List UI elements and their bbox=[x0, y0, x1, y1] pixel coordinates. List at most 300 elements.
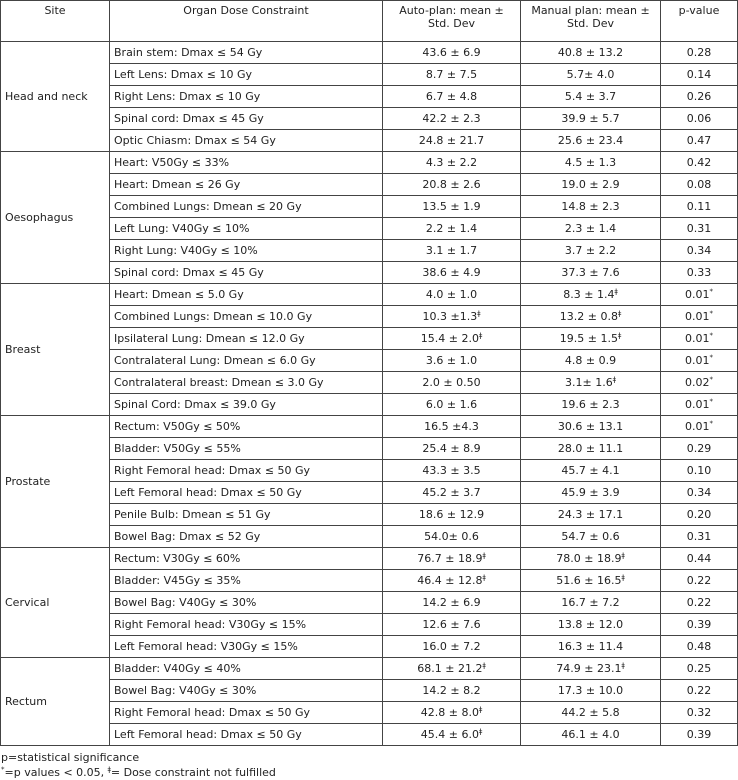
manual-plan-cell-value: 78.0 ± 18.9 bbox=[556, 552, 622, 565]
manual-plan-cell-value: 4.8 ± 0.9 bbox=[564, 354, 617, 367]
auto-plan-cell-value: 14.2 ± 6.9 bbox=[422, 596, 481, 609]
manual-plan-cell bbox=[521, 284, 661, 306]
auto-plan-cell-value: 43.3 ± 3.5 bbox=[422, 464, 481, 477]
table-row bbox=[1, 350, 738, 372]
p-value-cell-value: 0.48 bbox=[686, 640, 712, 653]
p-value-cell-value: 0.01 bbox=[685, 398, 710, 411]
organ-constraint-cell bbox=[110, 350, 383, 372]
table-row bbox=[1, 482, 738, 504]
table-row bbox=[1, 548, 738, 570]
auto-plan-cell bbox=[383, 350, 521, 372]
p-value-cell bbox=[661, 438, 738, 460]
p-value-cell-value: 0.26 bbox=[686, 90, 712, 103]
organ-constraint-cell bbox=[110, 724, 383, 746]
manual-plan-cell bbox=[521, 218, 661, 240]
p-value-cell bbox=[661, 482, 738, 504]
table-row bbox=[1, 306, 738, 328]
organ-constraint-cell bbox=[110, 86, 383, 108]
auto-plan-cell bbox=[383, 86, 521, 108]
marker: ǂ bbox=[617, 309, 622, 318]
manual-plan-cell bbox=[521, 526, 661, 548]
manual-plan-cell bbox=[521, 64, 661, 86]
auto-plan-cell bbox=[383, 328, 521, 350]
p-value-cell bbox=[661, 460, 738, 482]
marker: ǂ bbox=[614, 287, 618, 296]
auto-plan-cell bbox=[383, 262, 521, 284]
manual-plan-cell bbox=[521, 372, 661, 394]
p-value-cell-value: 0.34 bbox=[686, 486, 712, 499]
manual-plan-cell-value: 19.5 ± 1.5 bbox=[559, 332, 618, 345]
p-value-cell-value: 0.01 bbox=[685, 310, 710, 323]
manual-plan-cell-value: 40.8 ± 13.2 bbox=[557, 46, 624, 59]
auto-plan-cell-value: 68.1 ± 21.2 bbox=[417, 662, 483, 675]
auto-plan-cell-value: 42.8 ± 8.0 bbox=[420, 706, 479, 719]
manual-plan-cell bbox=[521, 262, 661, 284]
manual-plan-cell bbox=[521, 548, 661, 570]
table-row bbox=[1, 702, 738, 724]
marker: ǂ bbox=[621, 661, 625, 670]
p-value-cell bbox=[661, 394, 738, 416]
manual-plan-cell-value: 19.6 ± 2.3 bbox=[561, 398, 620, 411]
organ-constraint-cell-value: Bladder: V40Gy ≤ 40% bbox=[114, 662, 241, 675]
auto-plan-cell-value: 4.3 ± 2.2 bbox=[425, 156, 478, 169]
organ-constraint-cell-value: Bladder: V50Gy ≤ 55% bbox=[114, 442, 241, 455]
p-value-cell bbox=[661, 702, 738, 724]
auto-plan-cell bbox=[383, 174, 521, 196]
manual-plan-cell bbox=[521, 724, 661, 746]
p-value-cell-value: 0.34 bbox=[686, 244, 712, 257]
p-value-cell-value: 0.06 bbox=[686, 112, 712, 125]
manual-plan-cell-value: 30.6 ± 13.1 bbox=[557, 420, 624, 433]
manual-plan-cell-value: 5.4 ± 3.7 bbox=[564, 90, 617, 103]
p-value-cell-value: 0.01 bbox=[685, 354, 710, 367]
manual-plan-cell bbox=[521, 130, 661, 152]
footnote-significance: p=statistical significance bbox=[1, 751, 140, 764]
organ-constraint-cell-value: Left Lung: V40Gy ≤ 10% bbox=[114, 222, 250, 235]
organ-constraint-cell bbox=[110, 240, 383, 262]
p-value-cell-value: 0.33 bbox=[686, 266, 712, 279]
organ-constraint-cell-value: Right Femoral head: Dmax ≤ 50 Gy bbox=[114, 464, 311, 477]
p-value-cell bbox=[661, 86, 738, 108]
organ-constraint-cell-value: Right Femoral head: Dmax ≤ 50 Gy bbox=[114, 706, 311, 719]
marker: * bbox=[709, 287, 713, 296]
p-value-cell bbox=[661, 240, 738, 262]
marker: ǂ bbox=[621, 573, 625, 582]
auto-plan-cell-value: 3.6 ± 1.0 bbox=[425, 354, 478, 367]
p-value-cell bbox=[661, 548, 738, 570]
manual-plan-cell-value: 54.7 ± 0.6 bbox=[561, 530, 620, 543]
table-row bbox=[1, 262, 738, 284]
manual-plan-cell bbox=[521, 614, 661, 636]
table-row bbox=[1, 416, 738, 438]
auto-plan-cell bbox=[383, 570, 521, 592]
organ-constraint-cell bbox=[110, 680, 383, 702]
table-header bbox=[1, 1, 738, 42]
manual-plan-cell bbox=[521, 460, 661, 482]
organ-constraint-cell-value: Penile Bulb: Dmean ≤ 51 Gy bbox=[114, 508, 271, 521]
p-value-cell bbox=[661, 614, 738, 636]
auto-plan-cell bbox=[383, 130, 521, 152]
table-row bbox=[1, 108, 738, 130]
p-value-cell-value: 0.44 bbox=[686, 552, 712, 565]
auto-plan-cell bbox=[383, 218, 521, 240]
p-value-cell bbox=[661, 42, 738, 64]
auto-plan-cell-value: 45.2 ± 3.7 bbox=[422, 486, 481, 499]
marker: ǂ bbox=[621, 551, 625, 560]
manual-plan-cell bbox=[521, 438, 661, 460]
manual-plan-cell-value: 14.8 ± 2.3 bbox=[561, 200, 620, 213]
auto-plan-cell bbox=[383, 196, 521, 218]
organ-constraint-cell bbox=[110, 592, 383, 614]
auto-plan-cell-value: 13.5 ± 1.9 bbox=[422, 200, 481, 213]
site-cell: Rectum bbox=[1, 658, 110, 746]
marker: ǂ bbox=[482, 573, 486, 582]
organ-constraint-cell bbox=[110, 152, 383, 174]
organ-constraint-cell bbox=[110, 42, 383, 64]
manual-plan-cell bbox=[521, 504, 661, 526]
manual-plan-cell bbox=[521, 196, 661, 218]
organ-constraint-cell-value: Optic Chiasm: Dmax ≤ 54 Gy bbox=[114, 134, 276, 147]
manual-plan-cell bbox=[521, 350, 661, 372]
organ-constraint-cell-value: Heart: Dmean ≤ 5.0 Gy bbox=[114, 288, 244, 301]
p-value-cell-value: 0.01 bbox=[685, 420, 710, 433]
auto-plan-cell-value: 12.6 ± 7.6 bbox=[422, 618, 481, 631]
auto-plan-cell bbox=[383, 658, 521, 680]
manual-plan-cell-value: 46.1 ± 4.0 bbox=[561, 728, 620, 741]
manual-plan-cell bbox=[521, 108, 661, 130]
organ-constraint-cell-value: Bowel Bag: V40Gy ≤ 30% bbox=[114, 684, 257, 697]
auto-plan-cell bbox=[383, 482, 521, 504]
p-value-cell-value: 0.42 bbox=[686, 156, 712, 169]
manual-plan-cell bbox=[521, 636, 661, 658]
p-value-cell bbox=[661, 108, 738, 130]
manual-plan-cell-value: 3.7 ± 2.2 bbox=[564, 244, 617, 257]
manual-plan-cell-value: 28.0 ± 11.1 bbox=[557, 442, 624, 455]
auto-plan-cell-value: 46.4 ± 12.8 bbox=[417, 574, 483, 587]
organ-constraint-cell-value: Heart: V50Gy ≤ 33% bbox=[114, 156, 230, 169]
manual-plan-cell-value: 44.2 ± 5.8 bbox=[561, 706, 620, 719]
auto-plan-cell-value: 20.8 ± 2.6 bbox=[422, 178, 481, 191]
site-cell: Cervical bbox=[1, 548, 110, 658]
auto-plan-cell-value: 2.2 ± 1.4 bbox=[425, 222, 478, 235]
manual-plan-cell-value: 74.9 ± 23.1 bbox=[556, 662, 622, 675]
p-value-cell-value: 0.28 bbox=[686, 46, 712, 59]
manual-plan-cell bbox=[521, 152, 661, 174]
manual-plan-cell bbox=[521, 702, 661, 724]
marker: * bbox=[709, 309, 713, 318]
table-body bbox=[1, 42, 738, 746]
manual-plan-cell-value: 24.3 ± 17.1 bbox=[557, 508, 624, 521]
double-dagger-marker: ǂ bbox=[107, 765, 111, 774]
manual-plan-cell bbox=[521, 416, 661, 438]
p-value-cell-value: 0.31 bbox=[686, 530, 712, 543]
manual-plan-cell-value: 39.9 ± 5.7 bbox=[561, 112, 620, 125]
auto-plan-cell-value: 2.0 ± 0.50 bbox=[422, 376, 481, 389]
manual-plan-cell-value: 19.0 ± 2.9 bbox=[561, 178, 620, 191]
table-row bbox=[1, 438, 738, 460]
table-row bbox=[1, 504, 738, 526]
auto-plan-cell-value: 76.7 ± 18.9 bbox=[417, 552, 483, 565]
auto-plan-cell-value: 45.4 ± 6.0 bbox=[420, 728, 479, 741]
auto-plan-cell bbox=[383, 64, 521, 86]
p-value-cell bbox=[661, 570, 738, 592]
organ-constraint-cell bbox=[110, 526, 383, 548]
p-value-cell bbox=[661, 152, 738, 174]
marker: ǂ bbox=[478, 331, 483, 340]
organ-constraint-cell bbox=[110, 306, 383, 328]
p-value-cell-value: 0.01 bbox=[685, 332, 710, 345]
p-value-cell-value: 0.20 bbox=[686, 508, 712, 521]
site-cell: Oesophagus bbox=[1, 152, 110, 284]
manual-plan-cell-value: 5.7± 4.0 bbox=[566, 68, 615, 81]
manual-plan-cell bbox=[521, 42, 661, 64]
organ-constraint-cell-value: Left Femoral head: Dmax ≤ 50 Gy bbox=[114, 728, 302, 741]
auto-plan-cell bbox=[383, 438, 521, 460]
site-cell: Breast bbox=[1, 284, 110, 416]
footnote-markers bbox=[1, 765, 738, 780]
organ-constraint-cell-value: Right Lung: V40Gy ≤ 10% bbox=[114, 244, 258, 257]
organ-constraint-cell bbox=[110, 394, 383, 416]
p-value-cell bbox=[661, 526, 738, 548]
table-row bbox=[1, 614, 738, 636]
manual-plan-cell bbox=[521, 240, 661, 262]
manual-plan-cell-value: 13.2 ± 0.8 bbox=[559, 310, 618, 323]
marker: * bbox=[709, 331, 713, 340]
p-value-cell bbox=[661, 306, 738, 328]
organ-constraint-cell bbox=[110, 218, 383, 240]
p-value-cell-value: 0.25 bbox=[686, 662, 712, 675]
footnote-constraint-text: = Dose constraint not fulfilled bbox=[110, 766, 276, 779]
manual-plan-cell-value: 3.1± 1.6 bbox=[565, 376, 613, 389]
auto-plan-cell bbox=[383, 240, 521, 262]
auto-plan-cell-value: 18.6 ± 12.9 bbox=[418, 508, 485, 521]
p-value-cell-value: 0.22 bbox=[686, 596, 712, 609]
table-row bbox=[1, 636, 738, 658]
auto-plan-cell-value: 24.8 ± 21.7 bbox=[418, 134, 485, 147]
table-row bbox=[1, 372, 738, 394]
p-value-cell bbox=[661, 592, 738, 614]
manual-plan-cell-value: 45.9 ± 3.9 bbox=[561, 486, 620, 499]
site-cell: Head and neck bbox=[1, 42, 110, 152]
organ-constraint-cell-value: Left Lens: Dmax ≤ 10 Gy bbox=[114, 68, 252, 81]
p-value-cell-value: 0.22 bbox=[686, 574, 712, 587]
table-row bbox=[1, 218, 738, 240]
footnote-pvalue-text: =p values < 0.05, bbox=[4, 766, 108, 779]
organ-constraint-cell-value: Contralateral Lung: Dmean ≤ 6.0 Gy bbox=[114, 354, 316, 367]
table-footnotes bbox=[0, 750, 738, 780]
auto-plan-cell bbox=[383, 42, 521, 64]
manual-plan-cell bbox=[521, 306, 661, 328]
p-value-cell-value: 0.31 bbox=[686, 222, 712, 235]
organ-constraint-cell-value: Rectum: V30Gy ≤ 60% bbox=[114, 552, 241, 565]
organ-constraint-cell-value: Spinal Cord: Dmax ≤ 39.0 Gy bbox=[114, 398, 276, 411]
table-row bbox=[1, 152, 738, 174]
manual-plan-cell-value: 17.3 ± 10.0 bbox=[557, 684, 624, 697]
organ-constraint-cell bbox=[110, 438, 383, 460]
table-row bbox=[1, 724, 738, 746]
auto-plan-cell bbox=[383, 548, 521, 570]
header-p-value: p-value bbox=[661, 1, 738, 42]
auto-plan-cell bbox=[383, 306, 521, 328]
header-manual-plan: Manual plan: mean ± Std. Dev bbox=[521, 1, 661, 42]
marker: ǂ bbox=[478, 727, 483, 736]
organ-constraint-cell-value: Bowel Bag: V40Gy ≤ 30% bbox=[114, 596, 257, 609]
organ-constraint-cell bbox=[110, 328, 383, 350]
auto-plan-cell-value: 54.0± 0.6 bbox=[424, 530, 479, 543]
p-value-cell bbox=[661, 64, 738, 86]
organ-constraint-cell-value: Right Lens: Dmax ≤ 10 Gy bbox=[114, 90, 261, 103]
manual-plan-cell-value: 25.6 ± 23.4 bbox=[557, 134, 624, 147]
auto-plan-cell bbox=[383, 680, 521, 702]
auto-plan-cell bbox=[383, 108, 521, 130]
organ-constraint-cell bbox=[110, 658, 383, 680]
organ-constraint-cell bbox=[110, 262, 383, 284]
header-row bbox=[1, 1, 738, 42]
table-row bbox=[1, 240, 738, 262]
table-row bbox=[1, 328, 738, 350]
organ-constraint-cell bbox=[110, 372, 383, 394]
p-value-cell-value: 0.02 bbox=[685, 376, 710, 389]
auto-plan-cell bbox=[383, 416, 521, 438]
organ-constraint-cell bbox=[110, 548, 383, 570]
auto-plan-cell bbox=[383, 152, 521, 174]
header-organ-dose-constraint: Organ Dose Constraint bbox=[110, 1, 383, 42]
auto-plan-cell bbox=[383, 460, 521, 482]
p-value-cell bbox=[661, 636, 738, 658]
marker: * bbox=[709, 419, 713, 428]
marker: ǂ bbox=[482, 661, 486, 670]
manual-plan-cell-value: 4.5 ± 1.3 bbox=[564, 156, 617, 169]
auto-plan-cell-value: 43.6 ± 6.9 bbox=[422, 46, 481, 59]
auto-plan-cell-value: 6.0 ± 1.6 bbox=[425, 398, 478, 411]
organ-constraint-cell bbox=[110, 64, 383, 86]
organ-constraint-cell-value: Right Femoral head: V30Gy ≤ 15% bbox=[114, 618, 307, 631]
manual-plan-cell bbox=[521, 86, 661, 108]
marker: ǂ bbox=[612, 375, 616, 384]
organ-constraint-cell-value: Bladder: V45Gy ≤ 35% bbox=[114, 574, 241, 587]
auto-plan-cell-value: 3.1 ± 1.7 bbox=[425, 244, 478, 257]
table-row bbox=[1, 592, 738, 614]
site-cell: Prostate bbox=[1, 416, 110, 548]
organ-constraint-cell bbox=[110, 196, 383, 218]
table-row bbox=[1, 658, 738, 680]
auto-plan-cell-value: 10.3 ±1.3 bbox=[422, 310, 478, 323]
table-row bbox=[1, 64, 738, 86]
organ-constraint-cell-value: Bowel Bag: Dmax ≤ 52 Gy bbox=[114, 530, 261, 543]
manual-plan-cell-value: 8.3 ± 1.4 bbox=[563, 288, 615, 301]
p-value-cell-value: 0.39 bbox=[686, 728, 712, 741]
auto-plan-cell bbox=[383, 724, 521, 746]
manual-plan-cell-value: 45.7 ± 4.1 bbox=[561, 464, 620, 477]
header-auto-plan: Auto-plan: mean ± Std. Dev bbox=[383, 1, 521, 42]
p-value-cell-value: 0.47 bbox=[686, 134, 712, 147]
manual-plan-cell-value: 16.3 ± 11.4 bbox=[557, 640, 624, 653]
manual-plan-cell bbox=[521, 482, 661, 504]
manual-plan-cell bbox=[521, 328, 661, 350]
organ-constraint-cell bbox=[110, 416, 383, 438]
p-value-cell bbox=[661, 350, 738, 372]
p-value-cell-value: 0.32 bbox=[686, 706, 712, 719]
organ-constraint-cell bbox=[110, 130, 383, 152]
p-value-cell bbox=[661, 328, 738, 350]
p-value-cell bbox=[661, 680, 738, 702]
manual-plan-cell bbox=[521, 592, 661, 614]
organ-constraint-cell-value: Combined Lungs: Dmean ≤ 20 Gy bbox=[114, 200, 302, 213]
organ-constraint-cell bbox=[110, 702, 383, 724]
manual-plan-cell-value: 16.7 ± 7.2 bbox=[561, 596, 620, 609]
p-value-cell bbox=[661, 196, 738, 218]
p-value-cell-value: 0.11 bbox=[686, 200, 712, 213]
organ-constraint-cell bbox=[110, 614, 383, 636]
marker: * bbox=[709, 353, 713, 362]
auto-plan-cell-value: 16.5 ±4.3 bbox=[424, 420, 479, 433]
p-value-cell-value: 0.14 bbox=[686, 68, 712, 81]
marker: ǂ bbox=[478, 705, 483, 714]
p-value-cell bbox=[661, 504, 738, 526]
auto-plan-cell-value: 16.0 ± 7.2 bbox=[422, 640, 481, 653]
organ-constraint-cell-value: Brain stem: Dmax ≤ 54 Gy bbox=[114, 46, 263, 59]
auto-plan-cell bbox=[383, 636, 521, 658]
organ-constraint-cell bbox=[110, 570, 383, 592]
p-value-cell-value: 0.08 bbox=[686, 178, 712, 191]
p-value-cell-value: 0.22 bbox=[686, 684, 712, 697]
auto-plan-cell bbox=[383, 394, 521, 416]
table-row bbox=[1, 196, 738, 218]
manual-plan-cell-value: 2.3 ± 1.4 bbox=[564, 222, 617, 235]
organ-constraint-cell bbox=[110, 108, 383, 130]
auto-plan-cell bbox=[383, 284, 521, 306]
p-value-cell-value: 0.39 bbox=[686, 618, 712, 631]
table-row bbox=[1, 526, 738, 548]
table-row bbox=[1, 460, 738, 482]
asterisk-marker: * bbox=[1, 765, 5, 774]
marker: ǂ bbox=[482, 551, 486, 560]
p-value-cell bbox=[661, 262, 738, 284]
manual-plan-cell bbox=[521, 680, 661, 702]
p-value-cell-value: 0.01 bbox=[685, 288, 710, 301]
table-row bbox=[1, 394, 738, 416]
auto-plan-cell-value: 42.2 ± 2.3 bbox=[422, 112, 481, 125]
table-row bbox=[1, 284, 738, 306]
manual-plan-cell-value: 37.3 ± 7.6 bbox=[561, 266, 620, 279]
p-value-cell bbox=[661, 130, 738, 152]
organ-constraint-cell-value: Spinal cord: Dmax ≤ 45 Gy bbox=[114, 266, 264, 279]
header-site: Site bbox=[1, 1, 110, 42]
auto-plan-cell-value: 15.4 ± 2.0 bbox=[420, 332, 479, 345]
organ-constraint-cell bbox=[110, 504, 383, 526]
organ-constraint-cell bbox=[110, 174, 383, 196]
organ-constraint-cell-value: Contralateral breast: Dmean ≤ 3.0 Gy bbox=[114, 376, 324, 389]
p-value-cell bbox=[661, 724, 738, 746]
organ-constraint-cell-value: Left Femoral head: Dmax ≤ 50 Gy bbox=[114, 486, 302, 499]
table-row bbox=[1, 130, 738, 152]
auto-plan-cell bbox=[383, 372, 521, 394]
p-value-cell-value: 0.10 bbox=[686, 464, 712, 477]
manual-plan-cell bbox=[521, 658, 661, 680]
organ-constraint-cell-value: Rectum: V50Gy ≤ 50% bbox=[114, 420, 241, 433]
p-value-cell bbox=[661, 174, 738, 196]
auto-plan-cell-value: 38.6 ± 4.9 bbox=[422, 266, 481, 279]
marker: * bbox=[709, 375, 713, 384]
organ-constraint-cell-value: Left Femoral head: V30Gy ≤ 15% bbox=[114, 640, 298, 653]
organ-constraint-cell bbox=[110, 460, 383, 482]
p-value-cell bbox=[661, 218, 738, 240]
organ-constraint-cell-value: Heart: Dmean ≤ 26 Gy bbox=[114, 178, 241, 191]
p-value-cell-value: 0.29 bbox=[686, 442, 712, 455]
manual-plan-cell bbox=[521, 174, 661, 196]
auto-plan-cell bbox=[383, 504, 521, 526]
organ-constraint-cell bbox=[110, 482, 383, 504]
